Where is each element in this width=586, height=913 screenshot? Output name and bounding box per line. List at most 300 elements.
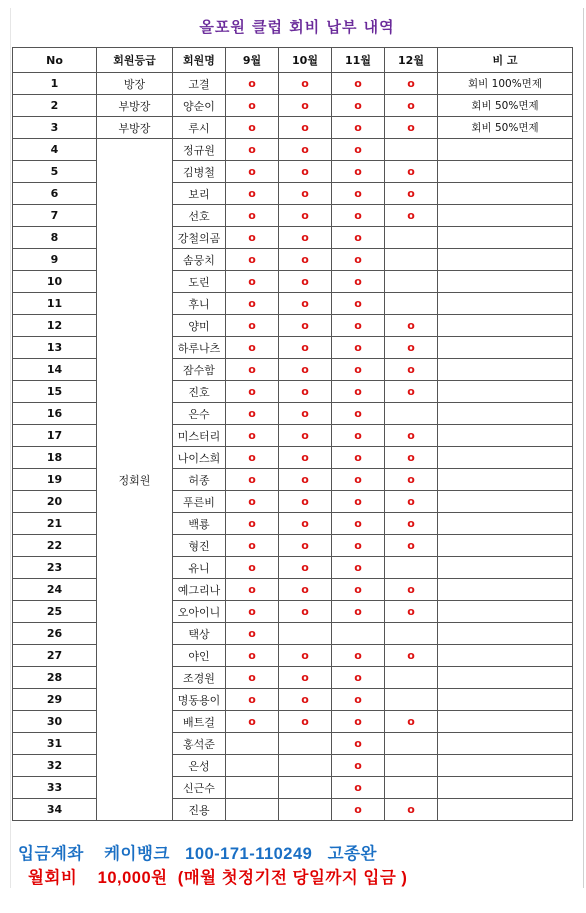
paid-mark: o	[248, 297, 256, 310]
payment-cell-m12	[385, 337, 438, 359]
payment-cell-m10	[279, 337, 332, 359]
paid-mark: o	[354, 517, 362, 530]
payment-cell-m10	[279, 689, 332, 711]
member-name: 양순이	[173, 95, 226, 117]
member-note	[438, 161, 573, 183]
paid-mark: o	[354, 429, 362, 442]
paid-mark: o	[248, 341, 256, 354]
fee-amount: 10,000원	[97, 869, 168, 887]
member-note	[438, 227, 573, 249]
paid-mark: o	[248, 319, 256, 332]
payment-cell-m11	[332, 359, 385, 381]
payment-cell-m9	[226, 315, 279, 337]
paid-mark: o	[407, 209, 415, 222]
member-no: 8	[13, 227, 97, 249]
paid-mark: o	[407, 473, 415, 486]
payment-cell-m12	[385, 161, 438, 183]
member-name: 잠수함	[173, 359, 226, 381]
paid-mark: o	[354, 143, 362, 156]
member-no: 1	[13, 73, 97, 95]
payment-cell-m9	[226, 447, 279, 469]
member-name: 유니	[173, 557, 226, 579]
paid-mark: o	[301, 99, 309, 112]
paid-mark: o	[407, 187, 415, 200]
member-name: 나이스희	[173, 447, 226, 469]
member-no: 12	[13, 315, 97, 337]
paid-mark: o	[248, 539, 256, 552]
member-no: 9	[13, 249, 97, 271]
paid-mark: o	[407, 385, 415, 398]
payment-cell-m12	[385, 359, 438, 381]
member-no: 7	[13, 205, 97, 227]
payment-cell-m10	[279, 95, 332, 117]
payment-cell-m11	[332, 491, 385, 513]
payment-cell-m12	[385, 205, 438, 227]
member-note	[438, 315, 573, 337]
member-name: 배트걸	[173, 711, 226, 733]
payment-cell-m9	[226, 95, 279, 117]
payment-cell-m10	[279, 293, 332, 315]
payment-cell-m11	[332, 667, 385, 689]
paid-mark: o	[354, 363, 362, 376]
payment-cell-m9	[226, 557, 279, 579]
paid-mark: o	[301, 385, 309, 398]
member-name: 후니	[173, 293, 226, 315]
payment-cell-m11	[332, 315, 385, 337]
payment-cell-m10	[279, 425, 332, 447]
member-note	[438, 601, 573, 623]
member-name: 고결	[173, 73, 226, 95]
member-no: 21	[13, 513, 97, 535]
paid-mark: o	[301, 319, 309, 332]
payment-cell-m12	[385, 139, 438, 161]
payment-cell-m10	[279, 73, 332, 95]
paid-mark: o	[354, 165, 362, 178]
member-no: 19	[13, 469, 97, 491]
member-no: 15	[13, 381, 97, 403]
payment-cell-m9	[226, 513, 279, 535]
member-note	[438, 337, 573, 359]
member-name: 정규원	[173, 139, 226, 161]
payment-cell-m12	[385, 315, 438, 337]
payment-cell-m11	[332, 579, 385, 601]
member-no: 34	[13, 799, 97, 821]
paid-mark: o	[248, 583, 256, 596]
member-note	[438, 777, 573, 799]
paid-mark: o	[407, 77, 415, 90]
member-note	[438, 689, 573, 711]
payment-cell-m9	[226, 183, 279, 205]
payment-cell-m10	[279, 711, 332, 733]
payment-cell-m12	[385, 711, 438, 733]
payment-cell-m11	[332, 117, 385, 139]
paid-mark: o	[354, 451, 362, 464]
paid-mark: o	[407, 715, 415, 728]
payment-cell-m9	[226, 359, 279, 381]
page-title: 올포원 클럽 회비 납부 내역	[199, 18, 395, 36]
member-grade: 부방장	[97, 117, 173, 139]
payment-cell-m9	[226, 73, 279, 95]
payment-cell-m12	[385, 799, 438, 821]
paid-mark: o	[248, 121, 256, 134]
paid-mark: o	[407, 539, 415, 552]
payment-cell-m12	[385, 95, 438, 117]
paid-mark: o	[354, 671, 362, 684]
paid-mark: o	[354, 231, 362, 244]
payment-cell-m12	[385, 425, 438, 447]
paid-mark: o	[248, 385, 256, 398]
member-no: 14	[13, 359, 97, 381]
payment-cell-m9	[226, 755, 279, 777]
payment-cell-m10	[279, 513, 332, 535]
member-grade: 부방장	[97, 95, 173, 117]
member-note	[438, 293, 573, 315]
paid-mark: o	[407, 363, 415, 376]
payment-cell-m12	[385, 689, 438, 711]
paid-mark: o	[407, 121, 415, 134]
paid-mark: o	[301, 77, 309, 90]
paid-mark: o	[354, 341, 362, 354]
member-no: 27	[13, 645, 97, 667]
member-name: 조경원	[173, 667, 226, 689]
member-no: 28	[13, 667, 97, 689]
member-no: 33	[13, 777, 97, 799]
payment-cell-m11	[332, 623, 385, 645]
member-note	[438, 183, 573, 205]
header-row	[13, 48, 573, 73]
member-note	[438, 733, 573, 755]
member-note	[438, 755, 573, 777]
paid-mark: o	[354, 253, 362, 266]
paid-mark: o	[354, 209, 362, 222]
payment-cell-m11	[332, 733, 385, 755]
paid-mark: o	[354, 473, 362, 486]
payment-cell-m12	[385, 227, 438, 249]
paid-mark: o	[301, 473, 309, 486]
payment-cell-m10	[279, 403, 332, 425]
payment-cell-m10	[279, 623, 332, 645]
payment-cell-m12	[385, 117, 438, 139]
member-no: 32	[13, 755, 97, 777]
paid-mark: o	[248, 649, 256, 662]
payment-cell-m12	[385, 535, 438, 557]
paid-mark: o	[354, 781, 362, 794]
payment-cell-m11	[332, 755, 385, 777]
paid-mark: o	[354, 121, 362, 134]
paid-mark: o	[248, 605, 256, 618]
paid-mark: o	[248, 561, 256, 574]
member-no: 6	[13, 183, 97, 205]
paid-mark: o	[248, 165, 256, 178]
paid-mark: o	[407, 165, 415, 178]
payment-cell-m12	[385, 667, 438, 689]
header-note: 비 고	[438, 48, 573, 73]
payment-cell-m11	[332, 557, 385, 579]
paid-mark: o	[301, 253, 309, 266]
header-grade: 회원등급	[97, 48, 173, 73]
header-no: No	[13, 48, 97, 73]
member-name: 신근수	[173, 777, 226, 799]
member-note	[438, 469, 573, 491]
paid-mark: o	[248, 451, 256, 464]
payment-cell-m10	[279, 447, 332, 469]
payment-cell-m11	[332, 645, 385, 667]
payment-cell-m12	[385, 601, 438, 623]
paid-mark: o	[301, 451, 309, 464]
payment-cell-m10	[279, 117, 332, 139]
paid-mark: o	[248, 671, 256, 684]
payment-cell-m11	[332, 711, 385, 733]
member-no: 31	[13, 733, 97, 755]
member-note	[438, 799, 573, 821]
member-no: 2	[13, 95, 97, 117]
payment-cell-m11	[332, 403, 385, 425]
paid-mark: o	[248, 143, 256, 156]
member-note	[438, 359, 573, 381]
payment-cell-m10	[279, 601, 332, 623]
paid-mark: o	[301, 649, 309, 662]
account-info	[18, 840, 377, 864]
paid-mark: o	[301, 517, 309, 530]
paid-mark: o	[248, 187, 256, 200]
payment-cell-m10	[279, 755, 332, 777]
paid-mark: o	[301, 187, 309, 200]
member-name: 예그리나	[173, 579, 226, 601]
member-name: 루시	[173, 117, 226, 139]
member-name: 택상	[173, 623, 226, 645]
member-note	[438, 447, 573, 469]
paid-mark: o	[407, 803, 415, 816]
payment-cell-m11	[332, 535, 385, 557]
paid-mark: o	[248, 407, 256, 420]
payment-cell-m11	[332, 469, 385, 491]
payment-cell-m12	[385, 183, 438, 205]
member-name: 도린	[173, 271, 226, 293]
payment-cell-m10	[279, 491, 332, 513]
payment-cell-m12	[385, 623, 438, 645]
member-no: 13	[13, 337, 97, 359]
paid-mark: o	[301, 165, 309, 178]
member-note	[438, 711, 573, 733]
member-name: 보리	[173, 183, 226, 205]
payment-cell-m9	[226, 579, 279, 601]
payment-cell-m9	[226, 711, 279, 733]
payment-cell-m9	[226, 271, 279, 293]
member-name: 백룡	[173, 513, 226, 535]
payment-cell-m10	[279, 799, 332, 821]
member-note	[438, 623, 573, 645]
payment-cell-m9	[226, 689, 279, 711]
paid-mark: o	[354, 297, 362, 310]
paid-mark: o	[407, 99, 415, 112]
payment-cell-m12	[385, 755, 438, 777]
payment-cell-m12	[385, 249, 438, 271]
member-name: 하루나츠	[173, 337, 226, 359]
payment-cell-m9	[226, 403, 279, 425]
payment-cell-m10	[279, 579, 332, 601]
payment-cell-m12	[385, 381, 438, 403]
payment-cell-m11	[332, 293, 385, 315]
payment-cell-m9	[226, 799, 279, 821]
member-no: 18	[13, 447, 97, 469]
member-no: 4	[13, 139, 97, 161]
payment-cell-m11	[332, 249, 385, 271]
paid-mark: o	[354, 715, 362, 728]
paid-mark: o	[248, 99, 256, 112]
payment-cell-m10	[279, 469, 332, 491]
paid-mark: o	[301, 693, 309, 706]
payment-cell-m11	[332, 689, 385, 711]
payment-cell-m11	[332, 271, 385, 293]
paid-mark: o	[248, 473, 256, 486]
header-name: 회원명	[173, 48, 226, 73]
member-note	[438, 403, 573, 425]
payment-cell-m9	[226, 117, 279, 139]
paid-mark: o	[354, 561, 362, 574]
payment-cell-m11	[332, 73, 385, 95]
paid-mark: o	[354, 539, 362, 552]
member-name: 강철의곰	[173, 227, 226, 249]
member-name: 홍석준	[173, 733, 226, 755]
payment-cell-m12	[385, 645, 438, 667]
member-note	[438, 667, 573, 689]
member-name: 오아이니	[173, 601, 226, 623]
member-name: 푸른비	[173, 491, 226, 513]
member-no: 30	[13, 711, 97, 733]
paid-mark: o	[407, 429, 415, 442]
payment-cell-m12	[385, 777, 438, 799]
payment-cell-m12	[385, 403, 438, 425]
member-name: 형진	[173, 535, 226, 557]
member-name: 양미	[173, 315, 226, 337]
member-name: 솜뭉치	[173, 249, 226, 271]
payment-cell-m10	[279, 777, 332, 799]
payment-cell-m9	[226, 601, 279, 623]
paid-mark: o	[301, 561, 309, 574]
payment-cell-m9	[226, 535, 279, 557]
paid-mark: o	[248, 231, 256, 244]
paid-mark: o	[407, 605, 415, 618]
member-name: 명동용이	[173, 689, 226, 711]
member-name: 김병철	[173, 161, 226, 183]
payment-cell-m9	[226, 205, 279, 227]
table-row	[13, 117, 573, 139]
payment-cell-m9	[226, 469, 279, 491]
member-no: 11	[13, 293, 97, 315]
paid-mark: o	[407, 517, 415, 530]
member-note: 회비 50%면제	[438, 117, 573, 139]
payment-cell-m9	[226, 249, 279, 271]
payment-cell-m12	[385, 557, 438, 579]
payment-cell-m9	[226, 733, 279, 755]
member-note	[438, 557, 573, 579]
table-row	[13, 139, 573, 161]
member-no: 17	[13, 425, 97, 447]
payment-cell-m11	[332, 425, 385, 447]
payment-cell-m9	[226, 623, 279, 645]
fee-table	[12, 47, 573, 821]
member-grade: 방장	[97, 73, 173, 95]
paid-mark: o	[301, 275, 309, 288]
payment-cell-m10	[279, 139, 332, 161]
payment-cell-m12	[385, 579, 438, 601]
payment-cell-m9	[226, 777, 279, 799]
paid-mark: o	[301, 407, 309, 420]
payment-cell-m12	[385, 733, 438, 755]
paid-mark: o	[354, 605, 362, 618]
member-name: 진호	[173, 381, 226, 403]
payment-cell-m10	[279, 161, 332, 183]
header-nov: 11월	[332, 48, 385, 73]
payment-cell-m10	[279, 535, 332, 557]
paid-mark: o	[354, 385, 362, 398]
payment-cell-m10	[279, 271, 332, 293]
payment-cell-m9	[226, 425, 279, 447]
member-no: 22	[13, 535, 97, 557]
fee-info	[28, 864, 407, 888]
paid-mark: o	[407, 319, 415, 332]
paid-mark: o	[248, 77, 256, 90]
member-no: 5	[13, 161, 97, 183]
paid-mark: o	[301, 495, 309, 508]
payment-cell-m11	[332, 183, 385, 205]
paid-mark: o	[248, 363, 256, 376]
paid-mark: o	[248, 253, 256, 266]
paid-mark: o	[248, 275, 256, 288]
member-no: 20	[13, 491, 97, 513]
paid-mark: o	[301, 605, 309, 618]
paid-mark: o	[301, 209, 309, 222]
paid-mark: o	[354, 319, 362, 332]
account-number: 100-171-110249	[185, 845, 313, 863]
payment-cell-m12	[385, 73, 438, 95]
paid-mark: o	[301, 583, 309, 596]
member-note	[438, 645, 573, 667]
payment-cell-m9	[226, 381, 279, 403]
member-no: 16	[13, 403, 97, 425]
paid-mark: o	[301, 143, 309, 156]
payment-cell-m12	[385, 513, 438, 535]
account-label: 입금계좌	[18, 845, 84, 863]
member-name: 허종	[173, 469, 226, 491]
paid-mark: o	[248, 429, 256, 442]
payment-cell-m10	[279, 645, 332, 667]
payment-cell-m10	[279, 315, 332, 337]
payment-cell-m9	[226, 161, 279, 183]
member-name: 미스터리	[173, 425, 226, 447]
paid-mark: o	[354, 759, 362, 772]
paid-mark: o	[354, 737, 362, 750]
paid-mark: o	[354, 649, 362, 662]
member-note	[438, 381, 573, 403]
paid-mark: o	[248, 627, 256, 640]
payment-cell-m9	[226, 293, 279, 315]
payment-cell-m9	[226, 139, 279, 161]
payment-cell-m11	[332, 337, 385, 359]
paid-mark: o	[301, 429, 309, 442]
payment-cell-m10	[279, 205, 332, 227]
payment-cell-m12	[385, 447, 438, 469]
member-note: 회비 50%면제	[438, 95, 573, 117]
payment-cell-m11	[332, 447, 385, 469]
payment-cell-m12	[385, 293, 438, 315]
payment-cell-m10	[279, 183, 332, 205]
table-row	[13, 73, 573, 95]
payment-cell-m9	[226, 645, 279, 667]
paid-mark: o	[248, 517, 256, 530]
paid-mark: o	[301, 363, 309, 376]
payment-cell-m11	[332, 799, 385, 821]
